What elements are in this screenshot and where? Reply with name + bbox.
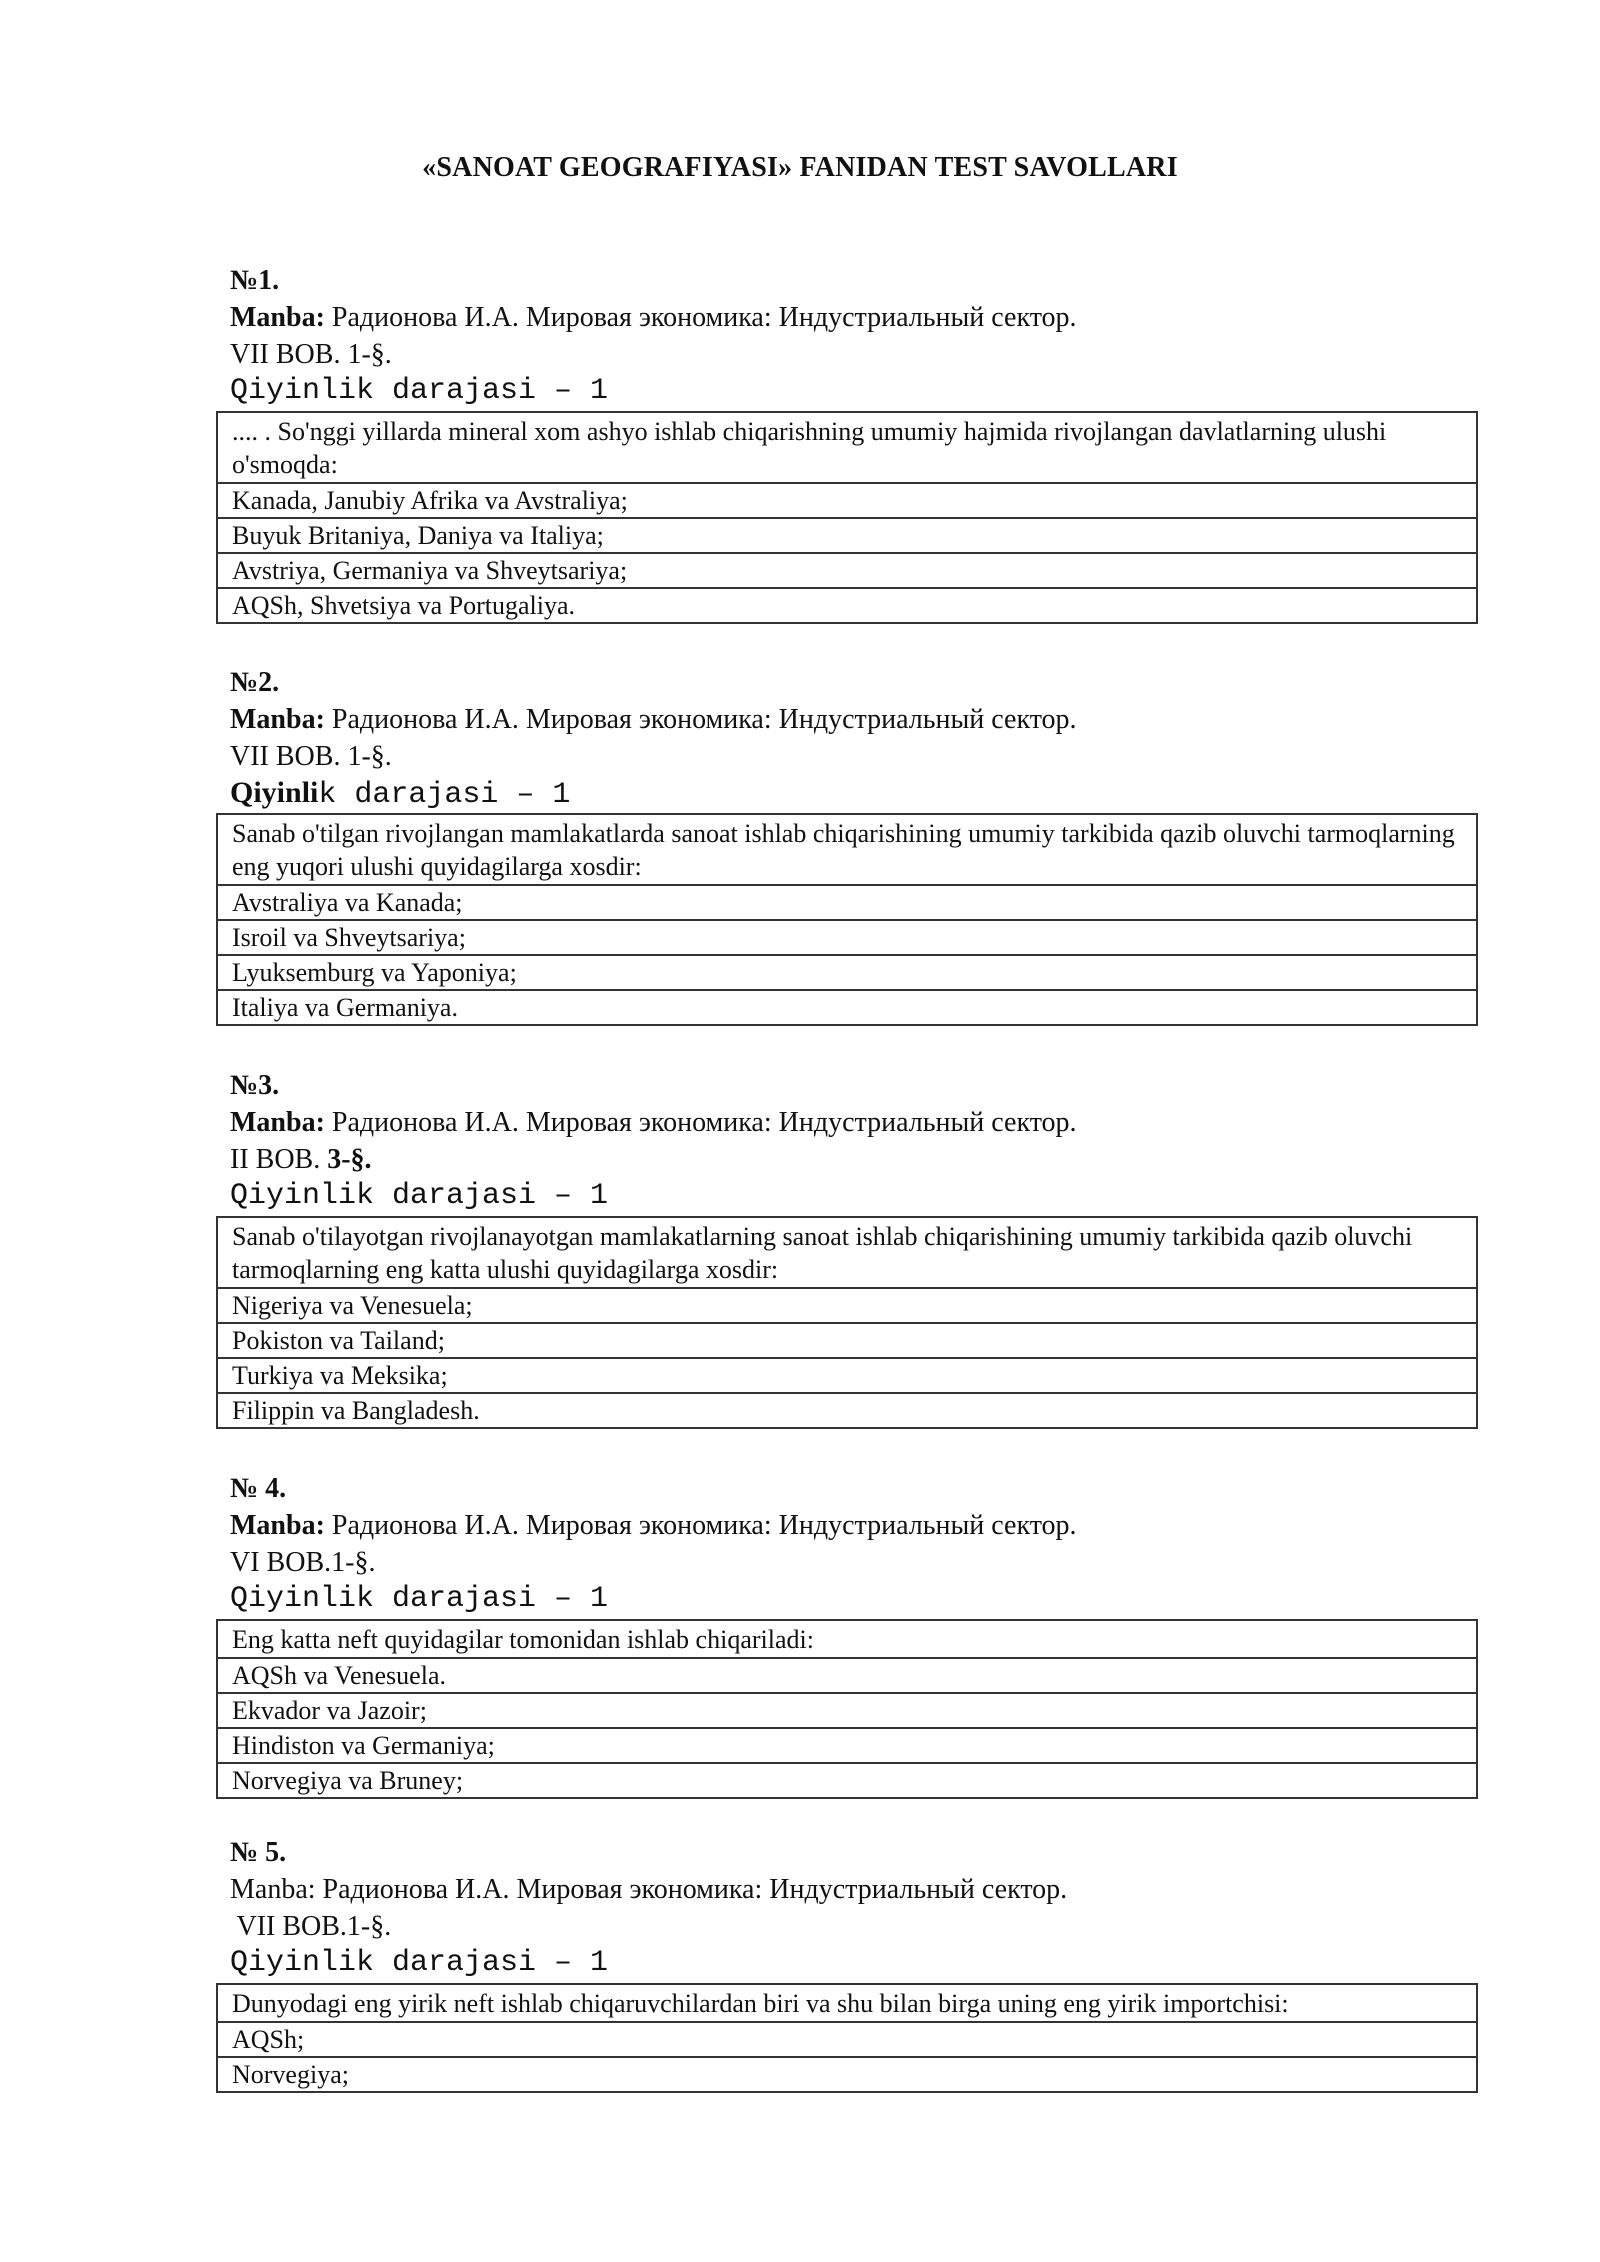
answer-option: Italiya va Germaniya. xyxy=(217,990,1477,1025)
question-source xyxy=(230,701,1490,739)
answer-option: Kanada, Janubiy Afrika va Avstraliya; xyxy=(217,483,1477,518)
question-text: Dunyodagi eng yirik neft ishlab chiqaruvchilardan biri va shu bilan birga uning eng yirik importchisi: xyxy=(217,1984,1477,2022)
question-source xyxy=(230,1871,1490,1909)
answer-option: Turkiya va Meksika; xyxy=(217,1358,1477,1393)
answer-option: Ekvador va Jazoir; xyxy=(217,1693,1477,1728)
question-source xyxy=(230,1507,1490,1545)
question-block-4 xyxy=(230,1471,1490,1799)
question-text: Eng katta neft quyidagilar tomonidan ishlab chiqariladi: xyxy=(217,1620,1477,1658)
question-difficulty: Qiyinlik darajasi – 1 xyxy=(230,1582,609,1616)
question-chapter: VII BOB.1-§. xyxy=(230,1911,392,1942)
source-text: Радионова И.А. Мировая экономика: Индустриальный сектор. xyxy=(324,302,1077,333)
question-block-2 xyxy=(230,665,1490,1026)
answer-option: Pokiston va Tailand; xyxy=(217,1323,1477,1358)
question-table xyxy=(216,1619,1478,1799)
question-number: №2. xyxy=(230,667,280,698)
question-table xyxy=(216,813,1478,1026)
source-label: Manba: xyxy=(230,1510,325,1541)
question-text: Sanab o'tilayotgan rivojlanayotgan mamlakatlarning sanoat ishlab chiqarishining umumiy tarkibida qazib oluvchi tarmoqlarning eng katta ulushi quyidagilarga xosdir: xyxy=(217,1217,1477,1288)
question-difficulty: Qiyinlik darajasi – 1 xyxy=(230,1179,609,1213)
question-source xyxy=(230,1104,1490,1142)
source-text: Радионова И.А. Мировая экономика: Индустриальный сектор. xyxy=(324,1107,1077,1138)
question-difficulty: Qiyinlik darajasi – 1 xyxy=(230,374,609,408)
answer-option: AQSh va Venesuela. xyxy=(217,1658,1477,1693)
source-label: Manba: xyxy=(230,704,325,735)
question-source xyxy=(230,299,1490,337)
answer-option: Buyuk Britaniya, Daniya va Italiya; xyxy=(217,518,1477,553)
difficulty-rest-part: k darajasi – 1 xyxy=(318,778,571,812)
source-label: Manba: xyxy=(230,1874,316,1905)
answer-option: Isroil va Shveytsariya; xyxy=(217,920,1477,955)
answer-option: Avstraliya va Kanada; xyxy=(217,885,1477,920)
answer-option: Nigeriya va Venesuela; xyxy=(217,1288,1477,1323)
answer-option: AQSh; xyxy=(217,2022,1477,2057)
chapter-section: 3-§. xyxy=(327,1144,372,1175)
answer-option: Norvegiya va Bruney; xyxy=(217,1763,1477,1798)
answer-option: Avstriya, Germaniya va Shveytsariya; xyxy=(217,553,1477,588)
question-chapter: VII BOB. 1-§. xyxy=(230,741,392,772)
question-difficulty xyxy=(230,775,1490,813)
question-chapter: VII BOB. 1-§. xyxy=(230,339,392,370)
question-number: №1. xyxy=(230,265,280,296)
answer-option: Filippin va Bangladesh. xyxy=(217,1393,1477,1428)
question-chapter: VI BOB.1-§. xyxy=(230,1547,376,1578)
source-text: Радионова И.А. Мировая экономика: Индустриальный сектор. xyxy=(324,1510,1077,1541)
answer-option: Hindiston va Germaniya; xyxy=(217,1728,1477,1763)
answer-option: Lyuksemburg va Yaponiya; xyxy=(217,955,1477,990)
source-text: Радионова И.А. Мировая экономика: Индустриальный сектор. xyxy=(315,1874,1068,1905)
question-number: № 5. xyxy=(230,1837,287,1868)
question-text: Sanab o'tilgan rivojlangan mamlakatlarda sanoat ishlab chiqarishining umumiy tarkibida qazib oluvchi tarmoqlarning eng yuqori ulushi quyidagilarga xosdir: xyxy=(217,814,1477,885)
source-label: Manba: xyxy=(230,302,325,333)
question-table xyxy=(216,1983,1478,2093)
source-text: Радионова И.А. Мировая экономика: Индустриальный сектор. xyxy=(324,704,1077,735)
difficulty-bold-part: Qiyinli xyxy=(230,776,319,809)
question-difficulty: Qiyinlik darajasi – 1 xyxy=(230,1946,609,1980)
question-number: № 4. xyxy=(230,1473,287,1504)
question-text: .... . So'nggi yillarda mineral xom ashyo ishlab chiqarishning umumiy hajmida rivojlangan davlatlarning ulushi o'smoqda: xyxy=(217,412,1477,483)
question-table xyxy=(216,411,1478,624)
page-title: «SANOAT GEOGRAFIYASI» FANIDAN TEST SAVOLLARI xyxy=(422,152,1178,183)
chapter-prefix: II BOB. xyxy=(230,1144,328,1175)
question-chapter xyxy=(230,1142,1490,1178)
question-block-3 xyxy=(230,1068,1490,1429)
question-number: №3. xyxy=(230,1070,280,1101)
source-label: Manba: xyxy=(230,1107,325,1138)
answer-option: AQSh, Shvetsiya va Portugaliya. xyxy=(217,588,1477,623)
question-table xyxy=(216,1216,1478,1429)
question-block-5 xyxy=(230,1835,1490,2093)
question-block-1 xyxy=(230,263,1490,624)
answer-option: Norvegiya; xyxy=(217,2057,1477,2092)
